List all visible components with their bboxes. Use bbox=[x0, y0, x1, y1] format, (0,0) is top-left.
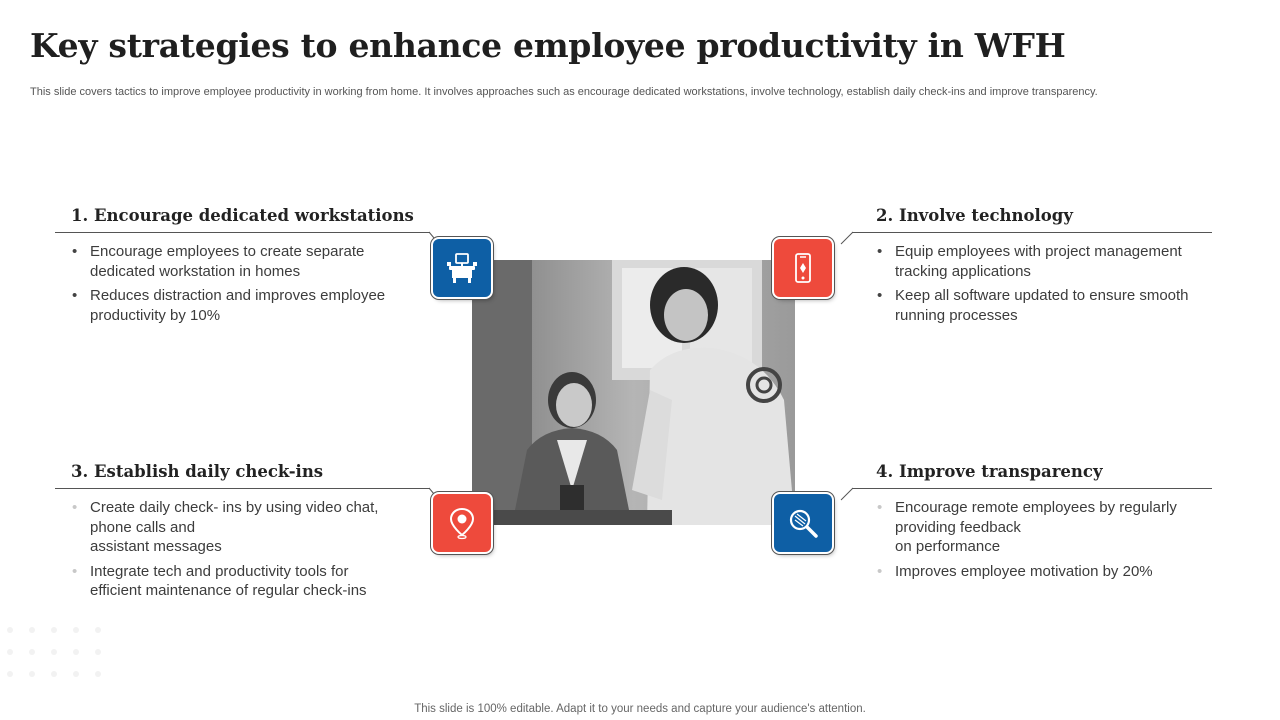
strategy-2-bullets bbox=[875, 242, 1215, 330]
strategy-4-bullet-2: • Improves employee motivation by 20% bbox=[875, 562, 1215, 582]
coworkers-photo bbox=[472, 260, 795, 525]
location-pin-icon bbox=[445, 506, 479, 540]
strategy-2-bullet-2: • Keep all software updated to ensure smooth running processes bbox=[875, 286, 1215, 325]
strategy-2-heading: 2. Involve technology bbox=[876, 206, 1073, 225]
strategy-1-bullets bbox=[70, 242, 400, 330]
strategy-4-bullets bbox=[875, 498, 1215, 586]
strategy-2-bullet-1: • Equip employees with project management tracking applications bbox=[875, 242, 1215, 281]
strategy-3-bullet-1: • Create daily check- ins by using video chat, phone calls and assistant messages bbox=[70, 498, 400, 557]
strategy-1-rule bbox=[55, 232, 430, 233]
workstation-tile bbox=[433, 239, 491, 297]
smartphone-icon bbox=[786, 251, 820, 285]
strategy-1-heading: 1. Encourage dedicated workstations bbox=[71, 206, 414, 225]
page-subtitle: This slide covers tactics to improve employee productivity in working from home. It involves approaches such as encourage dedicated workstations, involve technology, establish daily check-ins and improve transparency. bbox=[30, 86, 1098, 98]
strategy-3-bullets bbox=[70, 498, 400, 606]
magnifier-icon bbox=[786, 506, 820, 540]
strategy-2-connector bbox=[840, 231, 854, 245]
strategy-1-bullet-2: • Reduces distraction and improves employee productivity by 10% bbox=[70, 286, 400, 325]
strategy-4-bullet-1: • Encourage remote employees by regularly providing feedback on performance bbox=[875, 498, 1215, 557]
strategy-2-rule bbox=[852, 232, 1212, 233]
strategy-4-rule bbox=[852, 488, 1212, 489]
strategy-4-heading: 4. Improve transparency bbox=[876, 462, 1103, 481]
workstation-icon bbox=[445, 251, 479, 285]
smartphone-tile bbox=[774, 239, 832, 297]
decorative-dot-grid bbox=[4, 624, 104, 684]
strategy-4-connector bbox=[840, 487, 854, 501]
location-pin-tile bbox=[433, 494, 491, 552]
strategy-3-heading: 3. Establish daily check-ins bbox=[71, 462, 324, 481]
strategy-1-bullet-1: • Encourage employees to create separate dedicated workstation in homes bbox=[70, 242, 400, 281]
slide-footer: This slide is 100% editable. Adapt it to your needs and capture your audience's attention. bbox=[414, 703, 866, 715]
magnifier-tile bbox=[774, 494, 832, 552]
page-title: Key strategies to enhance employee productivity in WFH bbox=[30, 26, 1066, 65]
strategy-3-rule bbox=[55, 488, 430, 489]
strategy-3-bullet-2: • Integrate tech and productivity tools for efficient maintenance of regular check-ins bbox=[70, 562, 400, 601]
